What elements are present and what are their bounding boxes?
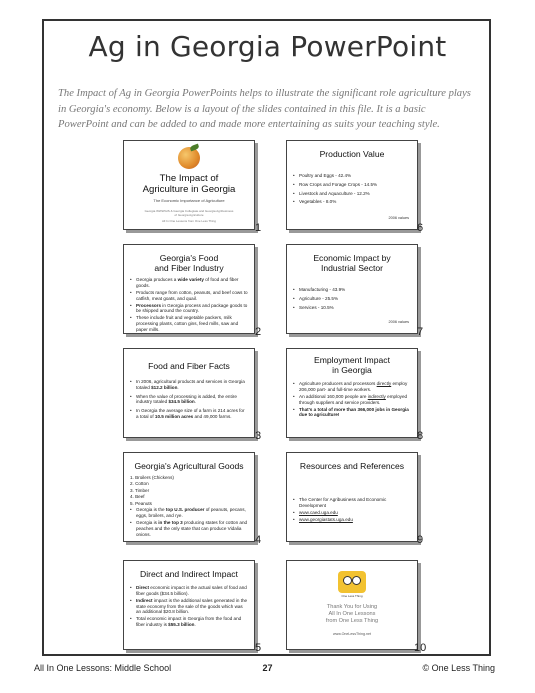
slide-note: 2006 values — [388, 216, 409, 220]
slide-thumbnail[interactable] — [286, 140, 418, 230]
slide-bullet: • Total economic impact in Georgia from the food and fiber industry is $55.3 billion. — [130, 616, 248, 628]
slide-bullet: • Products range from cotton, peanuts, and beef cows to catfish, meat goats, and quail. — [130, 290, 248, 302]
slide-title: Food and Fiber Facts — [148, 361, 230, 371]
slide-bullet: • Georgia produces a wide variety of food and fiber goods. — [130, 277, 248, 289]
slide-list-item: 3. Timber — [130, 487, 150, 493]
intro-paragraph: The Impact of Ag in Georgia PowerPoints helps to illustrate the significant role agriculture plays in Georgia's economy. Below is a layout of the slides contained in this file. It is a basic PowerPoint and can be added to and made more entertaining as suits your teaching style. — [58, 88, 471, 130]
slide-note: 2006 values — [388, 320, 409, 324]
slide-bullet: • When the value of processing is added, the entire industry totaled $34.5 billion. — [130, 394, 248, 406]
slide-number: 3 — [255, 430, 262, 442]
slide-bullet: • In 2006, agricultural products and services in Georgia totaled $12.2 billion. — [130, 379, 248, 391]
slide-thumbnail[interactable] — [286, 244, 418, 334]
slide-number: 4 — [255, 534, 262, 546]
slide-bullet: • Manufacturing - 43.9% — [293, 287, 411, 293]
slide-title: Direct and Indirect Impact — [140, 569, 238, 579]
slide-title: Georgia's Food and Fiber Industry — [154, 253, 224, 273]
peach-icon — [178, 147, 200, 169]
slide-thumbnail[interactable] — [123, 244, 255, 334]
slide-bullet: • Livestock and Aquaculture - 12.2% — [293, 191, 411, 197]
slide-bullet: • Services - 10.5% — [293, 305, 411, 311]
slide-number: 9 — [417, 534, 424, 546]
slide-thumbnail[interactable] — [286, 560, 418, 650]
slide-list-item: 1. Broilers (Chickens) — [130, 475, 174, 480]
slide-subtitle: The Economic Importance of Agriculture — [153, 198, 225, 203]
slide-thumbnail[interactable] — [123, 560, 255, 650]
thanks-text: Thank You for Using All In One Lessons from One Less Thing — [325, 604, 379, 625]
slide-bullet: • Direct economic impact is the actual sales of food and fiber goods ($34.5 billion). — [130, 585, 248, 597]
slide-bullet: • Agriculture - 25.5% — [293, 296, 411, 302]
slide-thumbnail[interactable] — [123, 140, 255, 230]
slide-bullet: • These include fruit and vegetable packers, milk processing plants, cotton gins, feed mills, saw and paper mills. — [130, 315, 248, 332]
slide-bullet: • Vegetables - 8.0% — [293, 199, 411, 205]
slide-bullet: • Agriculture producers and processors directly employ 206,000 part- and full-time workers. — [293, 381, 411, 393]
slide-fineprint: Georgia WWWGIS & Georgia Collegiate and Georgia Agribusiness of Georgia Agriculture — [144, 209, 234, 217]
slide-number: 7 — [417, 326, 424, 338]
slide-bullet: • An additional 160,000 people are indirectly employed through suppliers and service providers. — [293, 394, 411, 406]
slide-bullet: • That's a total of more than 366,000 jobs in Georgia due to agriculture! — [293, 407, 411, 419]
slide-thumbnail[interactable] — [123, 452, 255, 542]
page-number: 27 — [262, 663, 273, 673]
slide-bullet: • Poultry and Eggs - 42.4% — [293, 173, 411, 179]
slide-bullet: • The Center for Agribusiness and Economic Development — [293, 497, 411, 509]
slide-fineprint: All In One Lessons from One Less Thing — [162, 219, 216, 223]
slide-number: 10 — [414, 642, 427, 654]
slide-bullet: • Georgia is the top U.S. producer of peanuts, pecans, eggs, broilers, and rye. — [130, 507, 248, 519]
page-title: Ag in Georgia PowerPoint — [88, 30, 447, 63]
slide-title: The Impact of Agriculture in Georgia — [142, 173, 236, 195]
slide-title: Employment Impact in Georgia — [314, 355, 390, 375]
slide-bullet: • In Georgia the average size of a farm is 214 acres for a total of 10.5 million acres and 49,000 farms. — [130, 408, 248, 420]
slide-number: 1 — [255, 222, 262, 234]
slide-list-item: 2. Cotton — [130, 481, 149, 487]
slide-link[interactable]: • www.georgiastats.uga.edu — [293, 517, 411, 523]
slide-list-item: 5. Peanuts — [130, 500, 152, 506]
slide-thumbnail[interactable] — [286, 452, 418, 542]
slide-list-item: 4. Beef — [130, 494, 145, 500]
slide-title: Economic Impact by Industrial Sector — [313, 253, 391, 273]
owl-logo-icon — [338, 571, 366, 593]
logo-caption: One Less Thing — [341, 594, 363, 598]
slide-number: 8 — [417, 430, 424, 442]
slide-link[interactable]: • www.caed.uga.edu — [293, 510, 411, 516]
slide-thumbnail[interactable] — [286, 348, 418, 438]
slide-bullet: • Indirect impact is the additional sales generated in the state economy from the sale of the goods which was an additional $20.8 billion. — [130, 598, 248, 615]
slide-bullet: • Processors in Georgia process and package goods to be shipped around the country. — [130, 303, 248, 315]
slide-number: 6 — [417, 222, 424, 234]
footer-left: All In One Lessons: Middle School — [34, 663, 172, 673]
slide-title: Resources and References — [299, 461, 405, 471]
slide-number: 2 — [255, 326, 262, 338]
slide-title: Georgia's Agricultural Goods — [134, 461, 244, 471]
slide-bullet: • Row Crops and Forage Crops - 14.5% — [293, 182, 411, 188]
website-link[interactable]: www.OneLessThing.net — [333, 631, 371, 636]
slide-thumbnail[interactable] — [123, 348, 255, 438]
slide-number: 5 — [255, 642, 262, 654]
slide-title: Production Value — [319, 149, 385, 159]
footer-right: © One Less Thing — [422, 663, 495, 673]
slide-bullet: • Georgia is in the top 3 producing states for cotton and peaches and the only state that can produce Vidalia onions. — [130, 520, 248, 537]
